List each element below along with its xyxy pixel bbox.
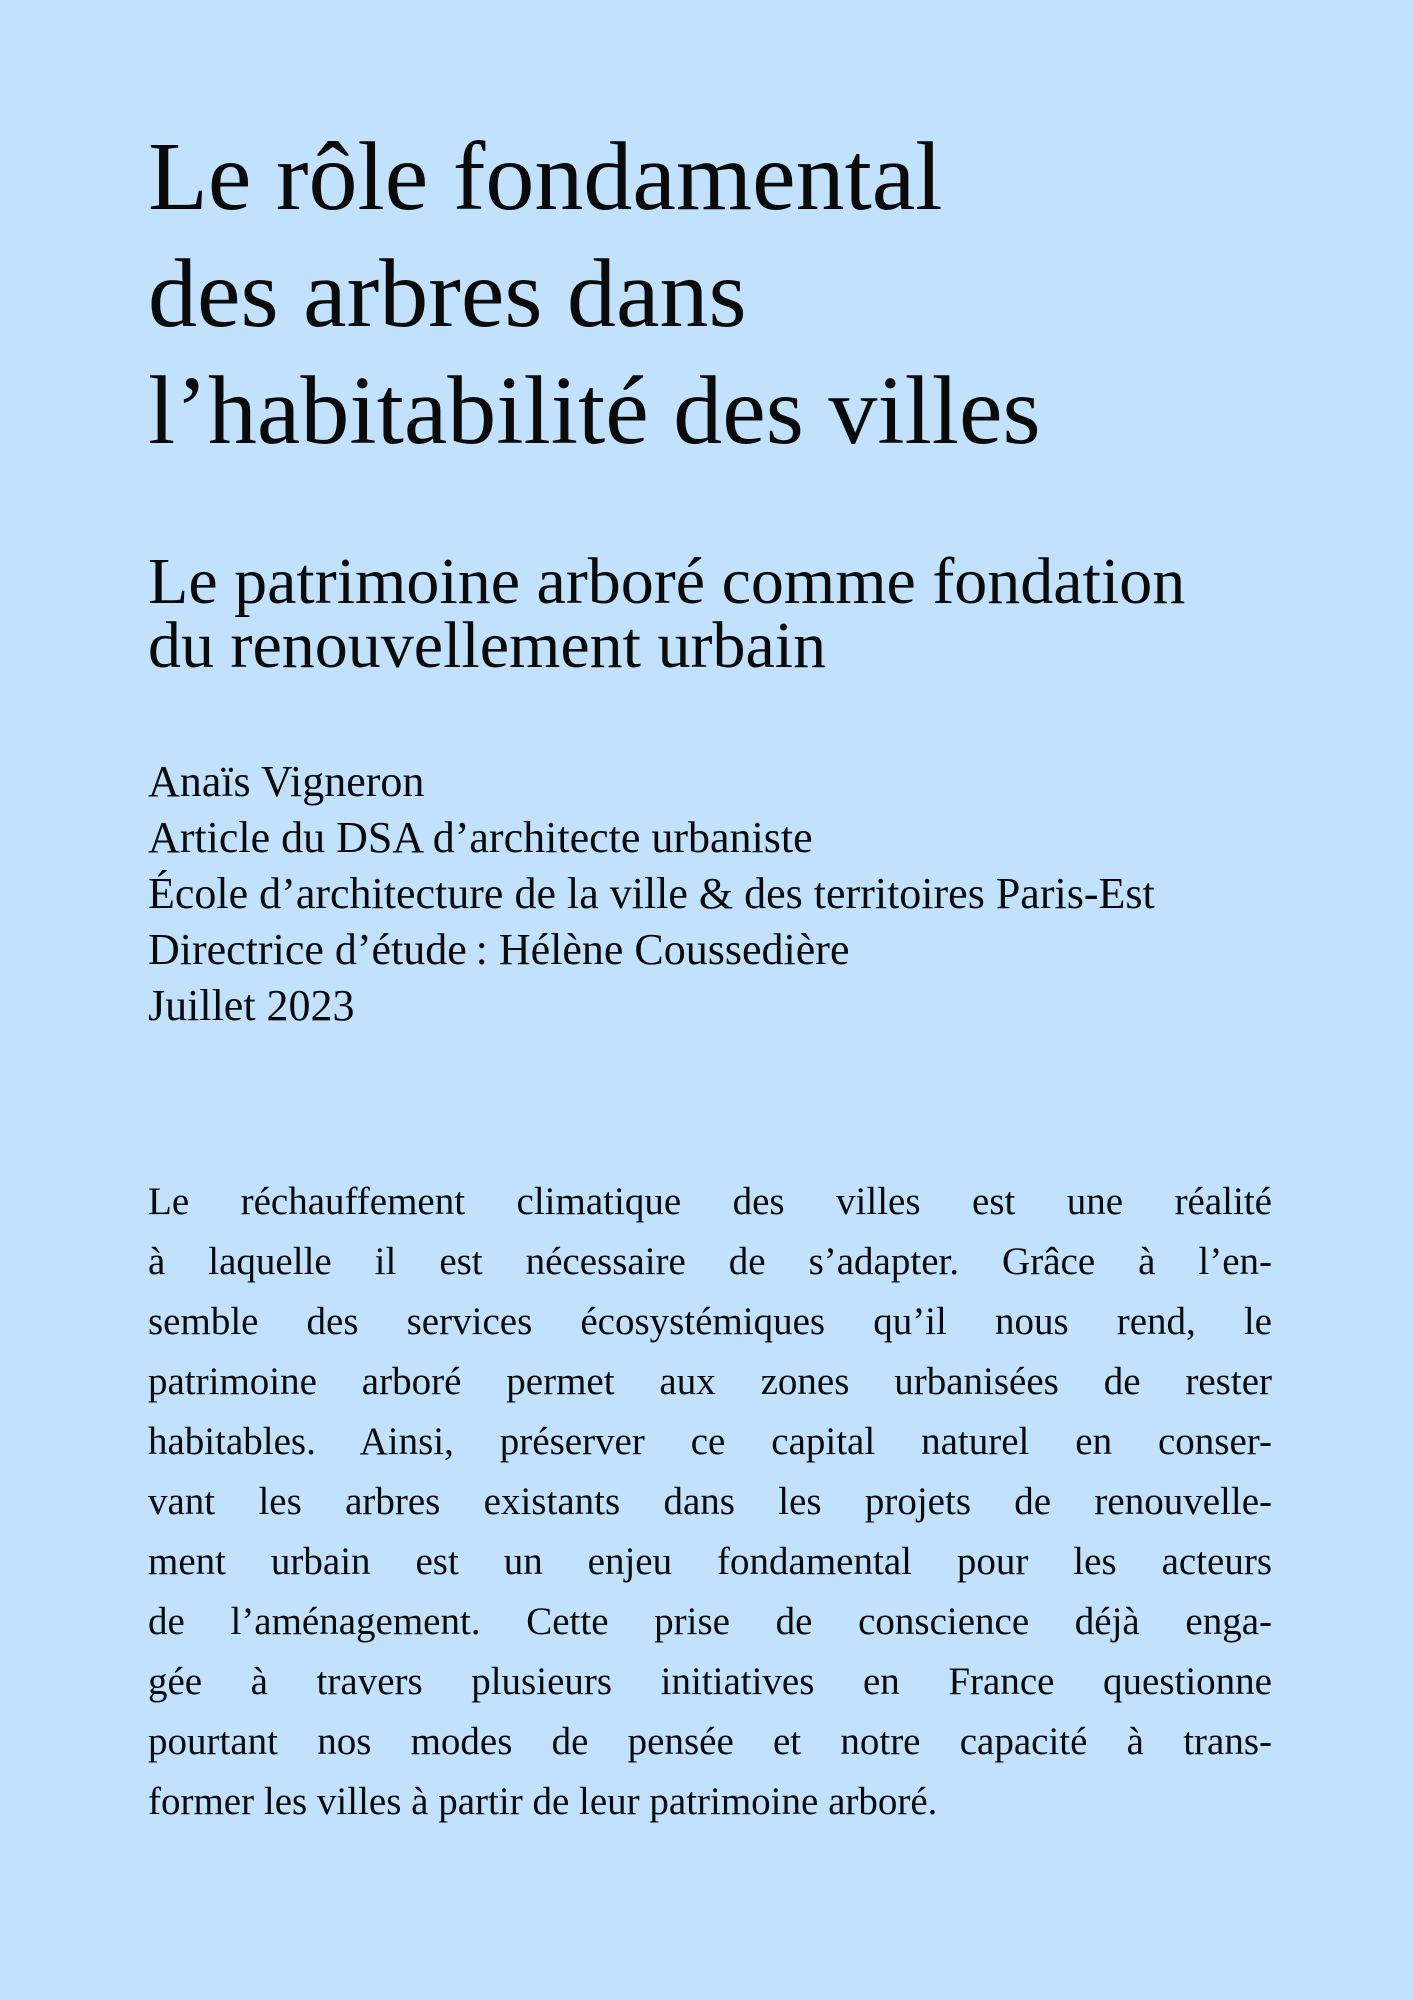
author-name: Anaïs Vigneron — [148, 757, 425, 806]
publication-date: Juillet 2023 — [148, 981, 355, 1030]
abstract-line: Le réchauffement climatique des villes est une réalité — [148, 1180, 1272, 1223]
cover-content — [148, 0, 1272, 1832]
work-type: Article du DSA d’architecte urbaniste — [148, 813, 813, 862]
abstract-line: vant les arbres existants dans les projets de renouvelle- — [148, 1480, 1272, 1523]
abstract-line: à laquelle il est nécessaire de s’adapter. Grâce à l’en- — [148, 1240, 1272, 1283]
abstract-line: ment urbain est un enjeu fondamental pour les acteurs — [148, 1540, 1272, 1583]
title-line-1: Le rôle fondamental — [148, 123, 943, 231]
abstract-line: de l’aménagement. Cette prise de conscience déjà enga- — [148, 1600, 1272, 1643]
abstract-line: semble des services écosystémiques qu’il nous rend, le — [148, 1300, 1272, 1343]
title-line-3: l’habitabilité des villes — [148, 357, 1041, 465]
article-title — [148, 119, 1272, 470]
author-block — [148, 754, 1272, 1034]
abstract-line: pourtant nos modes de pensée et notre capacité à trans- — [148, 1720, 1272, 1763]
subtitle-line-2: du renouvellement urbain — [148, 609, 827, 682]
institution: École d’architecture de la ville & des territoires Paris-Est — [148, 869, 1155, 918]
subtitle-line-1: Le patrimoine arboré comme fondation — [148, 545, 1186, 618]
abstract-line: gée à travers plusieurs initiatives en France questionne — [148, 1660, 1272, 1703]
abstract-line: former les villes à partir de leur patrimoine arboré. — [148, 1780, 938, 1823]
abstract-paragraph — [148, 1172, 1272, 1832]
title-line-2: des arbres dans — [148, 240, 747, 348]
study-director: Directrice d’étude : Hélène Coussedière — [148, 925, 850, 974]
abstract-line: patrimoine arboré permet aux zones urbanisées de rester — [148, 1360, 1272, 1403]
article-subtitle — [148, 545, 1272, 682]
abstract-line: habitables. Ainsi, préserver ce capital naturel en conser- — [148, 1420, 1272, 1463]
